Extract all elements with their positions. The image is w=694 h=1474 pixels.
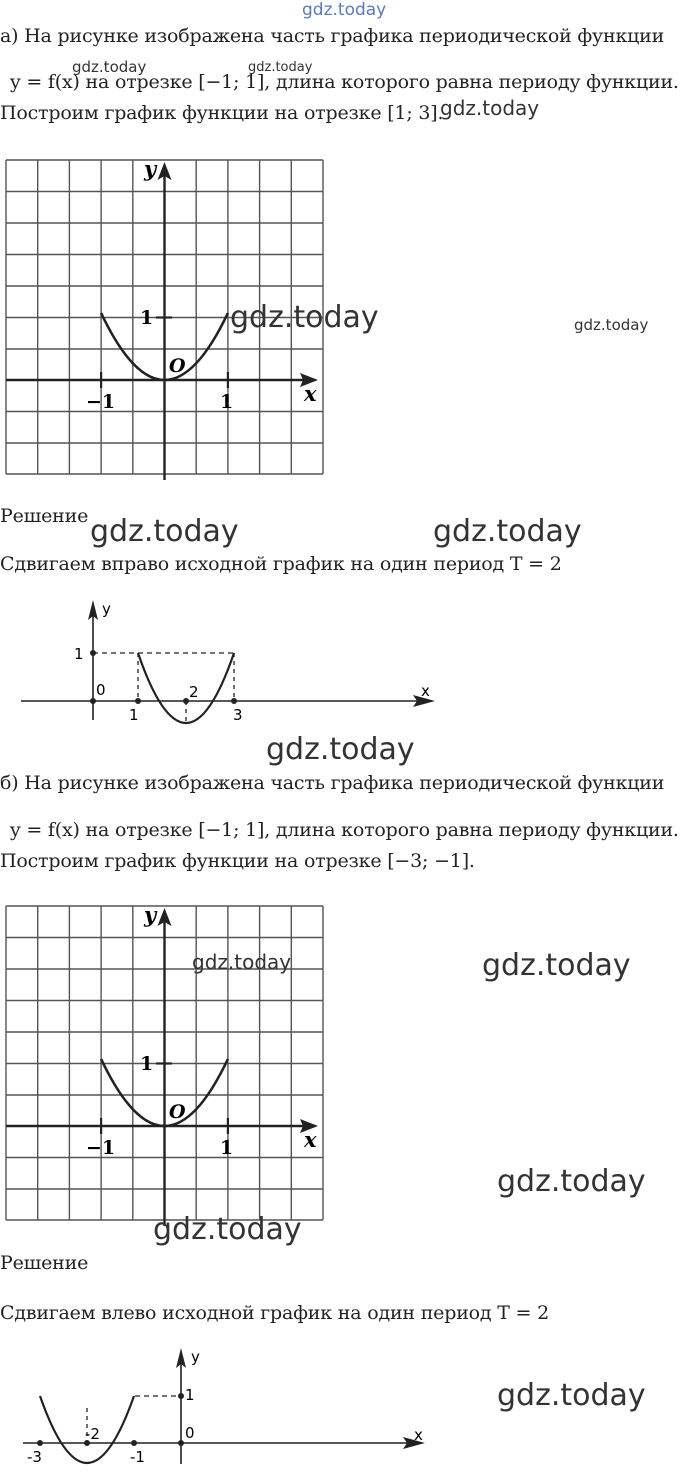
graph-original-b (0, 896, 330, 1226)
part-a-line-3: Построим график функции на отрезке [1; 3]. (0, 102, 444, 124)
origin-label: O (169, 355, 186, 377)
tick-label: 1 (185, 1386, 195, 1404)
part-b-line-3: Построим график функции на отрезке [−3; −1]. (0, 850, 475, 872)
tick-label-x-minus-1: −1 (86, 1137, 116, 1159)
point-marker (178, 1393, 184, 1399)
watermark: gdz.today (482, 948, 631, 983)
part-b-line-2: y = f(x) на отрезке [−1; 1], длина которого равна периоду функции. (10, 819, 679, 841)
point-marker (178, 1440, 184, 1446)
watermark: gdz.today (72, 58, 147, 76)
point-marker (131, 1440, 137, 1446)
tick-label-x-minus-1: −1 (86, 391, 116, 413)
graph-shift-right (15, 592, 445, 732)
watermark: gdz.today (266, 732, 415, 767)
watermark: gdz.today (497, 1378, 646, 1413)
part-b-solution-text: Сдвигаем влево исходной график на один период T = 2 (0, 1302, 549, 1324)
watermark: gdz.today (192, 950, 292, 974)
tick-label: 3 (233, 706, 243, 724)
x-axis-label: x (304, 1127, 317, 1152)
watermark: gdz.today (248, 60, 313, 75)
tick-label: -2 (85, 1425, 100, 1443)
watermark-top: gdz.today (302, 0, 387, 20)
tick-label: 1 (74, 645, 84, 663)
point-marker (90, 650, 96, 656)
tick-label-y-1: 1 (140, 307, 154, 329)
x-axis-label: x (304, 381, 317, 406)
tick-label: -1 (130, 1448, 145, 1466)
graph-shift-left (15, 1340, 435, 1474)
tick-label: 2 (189, 683, 199, 701)
tick-label: 0 (96, 681, 106, 699)
y-axis-label: y (144, 156, 157, 181)
tick-label: 1 (129, 706, 139, 724)
watermark: gdz.today (90, 514, 239, 549)
y-axis-label: y (191, 1348, 200, 1366)
tick-label-x-1: 1 (220, 391, 234, 413)
point-marker (231, 698, 237, 704)
part-b-line-1: б) На рисунке изображена часть графика периодической функции (0, 772, 665, 794)
watermark: gdz.today (433, 514, 582, 549)
y-axis-label: y (144, 902, 157, 927)
tick-label: 0 (185, 1424, 195, 1442)
part-b-solution-heading: Решение (0, 1252, 89, 1274)
watermark: gdz.today (440, 96, 540, 120)
tick-label: -3 (27, 1448, 42, 1466)
part-a-line-2: y = f(x) на отрезке [−1; 1], длина которого равна периоду функции. (10, 71, 679, 93)
watermark: gdz.today (574, 316, 649, 334)
point-marker (37, 1440, 43, 1446)
watermark: gdz.today (497, 1164, 646, 1199)
point-marker (135, 698, 141, 704)
y-axis-label: y (102, 600, 111, 618)
origin-label: O (169, 1101, 186, 1123)
part-a-solution-text: Сдвигаем вправо исходной график на один период T = 2 (0, 553, 562, 575)
x-axis-label: x (414, 1426, 423, 1444)
tick-label-x-1: 1 (220, 1137, 234, 1159)
tick-label-y-1: 1 (140, 1053, 154, 1075)
x-axis-label: x (421, 682, 430, 700)
watermark: gdz.today (230, 300, 379, 335)
part-a-solution-heading: Решение (0, 505, 89, 527)
watermark: gdz.today (153, 1212, 302, 1247)
part-a-line-1: а) На рисунке изображена часть графика периодической функции (0, 25, 665, 47)
